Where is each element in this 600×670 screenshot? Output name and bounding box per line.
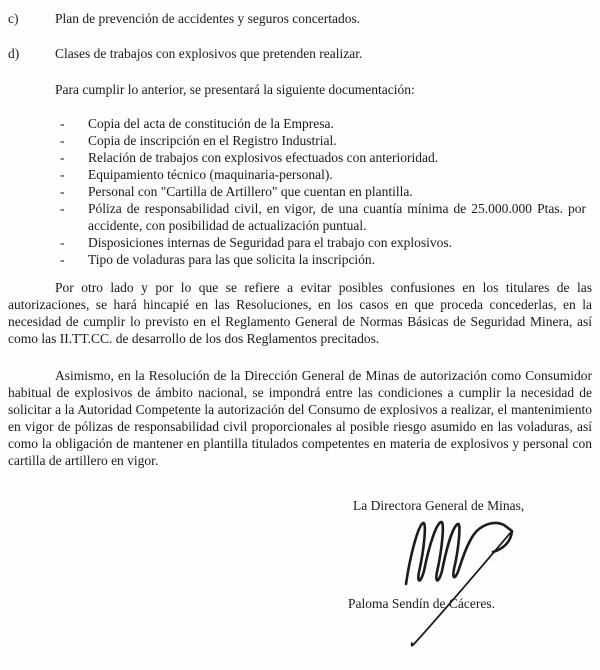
dash-marker: - (60, 184, 65, 199)
dash-marker: - (60, 167, 65, 182)
item-label-c: c) (8, 11, 19, 26)
list-item-text: Copia del acta de constitución de la Empresa. (88, 116, 334, 131)
dash-marker: - (60, 150, 65, 165)
intro-sentence: Para cumplir lo anterior, se presentará la siguiente documentación: (55, 82, 415, 97)
signature-image (346, 514, 571, 651)
item-text-c: Plan de prevención de accidentes y seguros concertados. (55, 11, 361, 26)
list-item-text: Tipo de voladuras para las que solicita la inscripción. (88, 252, 376, 267)
dash-marker: - (60, 133, 65, 148)
list-item-text: Póliza de responsabilidad civil, en vigor, de una cuantía mínima de 25.000.000 Ptas. por accidente, con posibilidad de actualización puntual. (88, 201, 586, 233)
list-item (8, 149, 592, 166)
list-item-c (8, 10, 592, 27)
list-item (8, 115, 592, 132)
body-paragraph-1: Por otro lado y por lo que se refiere a evitar posibles confusiones en los titulares de las autorizaciones, se hará hincapié en las Resoluciones, en los casos en que proceda concederlas, en la necesidad de cumplir lo previsto en el Reglamento General de Normas Básicas de Seguridad Minera, así como las II.TT.CC. de desarrollo de los dos Reglamentos precitados. (8, 280, 592, 346)
signature-name: Paloma Sendín de Cáceres. (348, 596, 495, 611)
item-label-d: d) (8, 46, 20, 61)
dash-marker: - (60, 252, 65, 267)
documentation-list (8, 115, 592, 268)
signature-block (8, 481, 592, 661)
list-item-text: Personal con "Cartilla de Artillero" que cuentan en plantilla. (88, 184, 413, 199)
list-item (8, 166, 592, 183)
dash-marker: - (60, 235, 65, 250)
item-text-d: Clases de trabajos con explosivos que pretenden realizar. (55, 46, 363, 61)
list-item-text: Relación de trabajos con explosivos efectuados con anterioridad. (88, 150, 439, 165)
list-item-d (8, 45, 592, 62)
list-item (8, 200, 592, 234)
list-item-text: Disposiciones internas de Seguridad para el trabajo con explosivos. (88, 235, 453, 250)
list-item (8, 251, 592, 268)
signature-title: La Directora General de Minas, (353, 498, 525, 513)
dash-marker: - (60, 201, 65, 216)
body-paragraph-2: Asimismo, en la Resolución de la Dirección General de Minas de autorización como Consumidor habitual de explosivos de ámbito nacional, se impondrá entre las condiciones a cumplir la necesidad de solicitar a la Autoridad Competente la autorización del Consumo de explosivos a realizar, el mantenimiento en vigor de pólizas de responsabilidad civil proporcionales al posible riesgo asumido en las voladuras, así como la obligación de mantener en plantilla titulados competentes en materia de explosivos y personal con cartilla de artillero en vigor. (8, 368, 592, 468)
list-item (8, 234, 592, 251)
list-item-text: Copia de inscripción en el Registro Industrial. (88, 133, 337, 148)
list-item-text: Equipamiento técnico (maquinaria-personal). (88, 167, 333, 182)
dash-marker: - (60, 116, 65, 131)
list-item (8, 183, 592, 200)
list-item (8, 132, 592, 149)
